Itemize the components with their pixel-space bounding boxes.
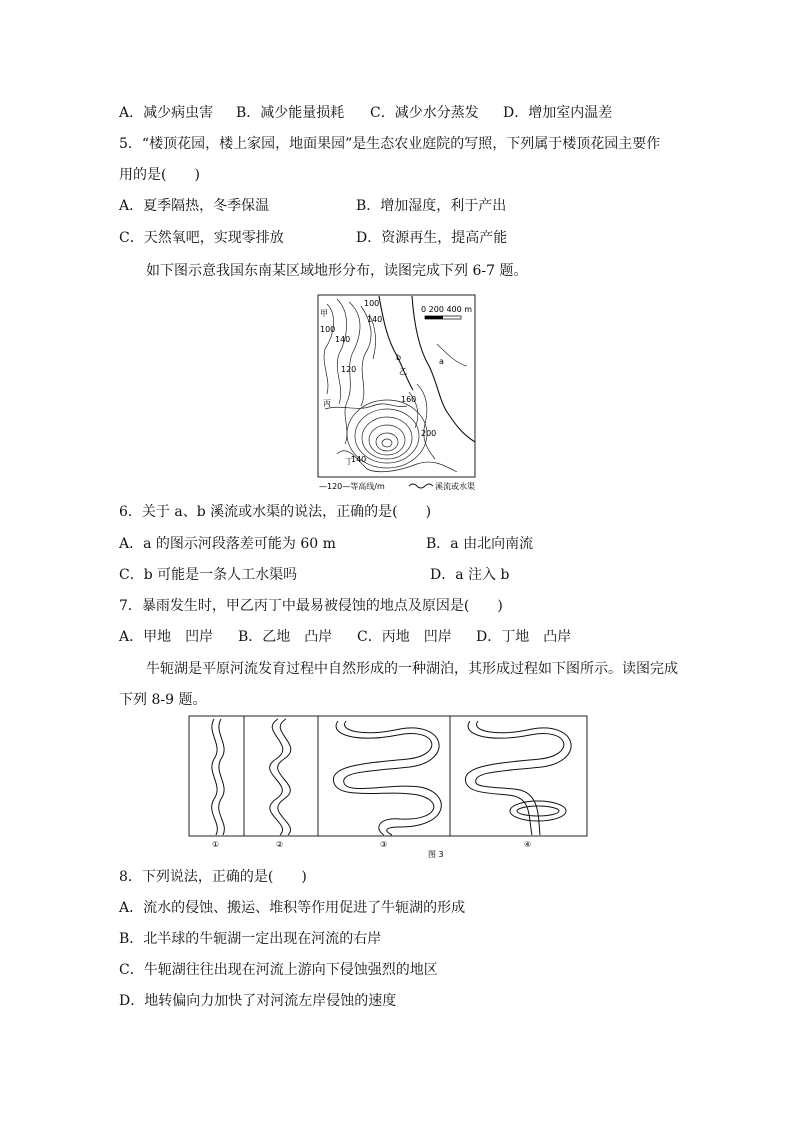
q4-option-c: C．减少水分蒸发 bbox=[370, 105, 479, 121]
label-160: 160 bbox=[401, 395, 417, 404]
label-a: a bbox=[439, 357, 444, 366]
q8-option-c: C．牛轭湖往往出现在河流上游向下侵蚀强烈的地区 bbox=[119, 962, 438, 978]
label-140c: 140 bbox=[351, 455, 367, 464]
q5-stem-line2: 用的是( ) bbox=[119, 167, 200, 183]
legend-contour: —120—等高线/m bbox=[319, 482, 385, 491]
panel-label-1: ① bbox=[212, 840, 220, 849]
diagram-frame bbox=[189, 716, 587, 836]
scale-text: 0 200 400 m bbox=[421, 305, 473, 314]
label-yi: 乙 bbox=[399, 367, 407, 376]
topographic-map bbox=[317, 294, 477, 494]
q7-stem: 7．暴雨发生时，甲乙丙丁中最易被侵蚀的地点及原因是( ) bbox=[119, 598, 503, 614]
stream-legend-symbol bbox=[409, 484, 433, 488]
q6-stem: 6．关于 a、b 溪流或水渠的说法，正确的是( ) bbox=[119, 504, 432, 520]
q5-option-a: A．夏季隔热，冬季保温 bbox=[119, 198, 270, 214]
topographic-map-figure bbox=[317, 294, 477, 494]
oxbow-lake-figure bbox=[188, 715, 590, 861]
panel-label-3: ③ bbox=[380, 840, 388, 849]
label-120: 120 bbox=[341, 365, 357, 374]
q6-option-b: B．a 由北向南流 bbox=[426, 536, 534, 552]
oxbow-lake-diagram bbox=[188, 715, 590, 861]
intro-8-9-line1: 牛轭湖是平原河流发育过程中自然形成的一种湖泊，其形成过程如下图所示。读图完成 bbox=[146, 661, 678, 677]
label-b: b bbox=[396, 353, 402, 362]
legend-stream: 溪流或水渠 bbox=[435, 482, 475, 491]
map-frame bbox=[318, 295, 475, 477]
q4-option-b: B．减少能量损耗 bbox=[236, 105, 345, 121]
q8-option-b: B．北半球的牛轭湖一定出现在河流的右岸 bbox=[119, 931, 382, 947]
q8-option-d: D．地转偏向力加快了对河流左岸侵蚀的速度 bbox=[119, 993, 397, 1009]
q5-option-b: B．增加湿度，利于产出 bbox=[356, 198, 507, 214]
intro-6-7: 如下图示意我国东南某区域地形分布，读图完成下列 6-7 题。 bbox=[146, 263, 528, 279]
label-100a: 100 bbox=[364, 299, 380, 308]
q5-stem-line1: 5．“楼顶花园，楼上家园，地面果园”是生态农业庭院的写照，下列属于楼顶花园主要作 bbox=[119, 136, 661, 152]
label-140a: 140 bbox=[367, 315, 383, 324]
label-200: 200 bbox=[421, 429, 437, 438]
q6-option-c: C．b 可能是一条人工水渠吗 bbox=[119, 567, 298, 583]
q7-option-b: B．乙地 凸岸 bbox=[238, 629, 333, 645]
panel-label-4: ④ bbox=[524, 840, 532, 849]
q5-option-c: C．天然氧吧，实现零排放 bbox=[119, 230, 284, 246]
q4-option-a: A．减少病虫害 bbox=[119, 105, 214, 121]
q8-option-a: A．流水的侵蚀、搬运、堆积等作用促进了牛轭湖的形成 bbox=[119, 900, 466, 916]
panel-label-2: ② bbox=[276, 840, 284, 849]
label-bing: 丙 bbox=[323, 399, 331, 408]
label-ding: 丁 bbox=[345, 457, 353, 466]
label-jia: 甲 bbox=[320, 309, 328, 318]
q4-option-d: D．增加室内温差 bbox=[503, 105, 613, 121]
q7-option-a: A．甲地 凹岸 bbox=[119, 629, 214, 645]
intro-8-9-line2: 下列 8-9 题。 bbox=[119, 692, 207, 708]
q7-option-d: D．丁地 凸岸 bbox=[476, 629, 572, 645]
label-140b: 140 bbox=[335, 335, 351, 344]
q8-stem: 8．下列说法，正确的是( ) bbox=[119, 869, 307, 885]
q7-option-c: C．丙地 凹岸 bbox=[357, 629, 452, 645]
map-legend bbox=[319, 481, 475, 491]
q6-option-a: A．a 的图示河段落差可能为 60 m bbox=[119, 536, 336, 552]
label-100b: 100 bbox=[320, 325, 336, 334]
figure-caption: 图 3 bbox=[428, 850, 444, 859]
q6-option-d: D．a 注入 b bbox=[430, 567, 510, 583]
q5-option-d: D．资源再生，提高产能 bbox=[356, 230, 508, 246]
